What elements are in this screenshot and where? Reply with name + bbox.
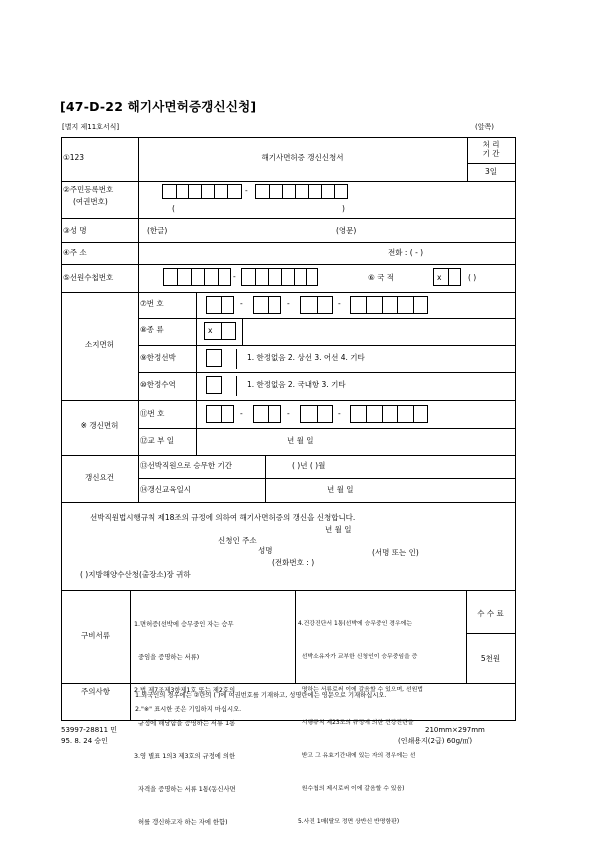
divider bbox=[138, 181, 139, 218]
rrn-paren-close: ) bbox=[342, 204, 345, 213]
notes-label: 주의사항 bbox=[81, 687, 110, 696]
document-title: [47-D-22 해기사면허증갱신신청] bbox=[60, 99, 257, 114]
requirements-group: 갱신요건 bbox=[85, 473, 114, 482]
dash: - bbox=[287, 299, 290, 308]
license-number-box-2[interactable] bbox=[253, 296, 281, 314]
applicant-name-label: 성명 bbox=[258, 546, 273, 555]
row-line bbox=[61, 455, 516, 456]
divider bbox=[138, 218, 139, 242]
form-number: [별지 제11호서식] bbox=[62, 123, 120, 131]
renew-number-label: ⑪번 호 bbox=[140, 409, 165, 418]
service-period-label: ⑬선박직원으로 승무한 기간 bbox=[140, 461, 232, 470]
divider bbox=[138, 264, 139, 292]
document-item: 선박소유자가 교부한 신청인이 승무중임을 증 bbox=[298, 654, 418, 660]
nationality-mark: x bbox=[437, 273, 442, 282]
limit-area-label: ⑩한정수역 bbox=[140, 380, 176, 389]
divider bbox=[295, 590, 296, 683]
rrn-front-box[interactable] bbox=[162, 184, 242, 199]
page-side: (앞쪽) bbox=[475, 123, 494, 131]
row-line bbox=[138, 345, 516, 346]
nationality-paren: ( ) bbox=[468, 273, 477, 282]
row-line bbox=[61, 400, 516, 401]
rrn-label: ②주민등록번호 bbox=[63, 185, 114, 194]
row-line bbox=[138, 372, 516, 373]
row-line bbox=[138, 428, 516, 429]
limit-ship-box[interactable] bbox=[206, 349, 222, 367]
processing-value: 3일 bbox=[484, 167, 498, 176]
row-line bbox=[138, 318, 516, 319]
document-item: 1.면허증(선박에 승무중인 자는 승무 bbox=[134, 621, 234, 628]
rrn-paren-open: ( bbox=[172, 204, 175, 213]
license-type-mark: x bbox=[208, 326, 213, 335]
rrn-back-box[interactable] bbox=[255, 184, 348, 199]
license-number-box-4[interactable] bbox=[350, 296, 428, 314]
license-owned-group: 소지면허 bbox=[85, 340, 114, 349]
seaman-book-back-box[interactable] bbox=[241, 268, 318, 286]
applicant-address-label: 신청인 주소 bbox=[218, 536, 257, 545]
issue-date-field[interactable]: 년 월 일 bbox=[287, 436, 314, 445]
row-line bbox=[61, 502, 516, 503]
divider bbox=[242, 318, 243, 345]
seaman-dash: - bbox=[233, 272, 236, 281]
name-label: ③성 명 bbox=[63, 226, 87, 235]
footer-paper-size: 210mm×297mm bbox=[425, 726, 485, 734]
document-item: 중임을 증명하는 서류) bbox=[134, 654, 200, 661]
renew-number-box-2[interactable] bbox=[253, 405, 281, 423]
applicant-phone[interactable]: (전화번호 : ) bbox=[272, 558, 315, 567]
form-code: ①123 bbox=[63, 153, 85, 162]
divider bbox=[236, 376, 237, 396]
rrn-dash: - bbox=[245, 186, 248, 195]
nationality-label: ⑥ 국 적 bbox=[368, 273, 394, 282]
fee-label: 수 수 료 bbox=[477, 609, 504, 618]
dash: - bbox=[338, 299, 341, 308]
dash: - bbox=[240, 409, 243, 418]
signature-field[interactable]: (서명 또는 인) bbox=[372, 548, 419, 557]
documents-right-list bbox=[298, 597, 423, 839]
seaman-book-front-box[interactable] bbox=[163, 268, 231, 286]
row-line bbox=[466, 633, 516, 634]
divider bbox=[236, 349, 237, 369]
document-item: 자격을 증명하는 서류 1통(동신사면 bbox=[134, 786, 236, 793]
row-line bbox=[61, 218, 516, 219]
declaration-text: 선박직원법시행규칙 제18조의 규정에 의하여 해기사면허증의 갱신을 신청합니다. bbox=[90, 513, 356, 522]
row-line bbox=[61, 181, 516, 182]
renew-edu-label: ⑭갱신교육일시 bbox=[140, 485, 191, 494]
documents-label: 구비서류 bbox=[81, 631, 110, 640]
limit-ship-label: ⑨한정선박 bbox=[140, 353, 176, 362]
row-line bbox=[61, 292, 516, 293]
footer-paper-spec: (인쇄용지(2급) 60g/㎡) bbox=[398, 737, 473, 745]
divider bbox=[466, 590, 467, 683]
renew-edu-field[interactable]: 년 월 일 bbox=[327, 485, 354, 494]
form-doc-title: 해기사면허증 갱신신청서 bbox=[261, 153, 344, 162]
document-item: 받고 그 유효기간내에 있는 자의 경우에는 선 bbox=[298, 753, 416, 759]
issue-date-label: ⑫교 부 일 bbox=[140, 436, 175, 445]
frame-top bbox=[61, 137, 516, 138]
license-number-label: ⑦번 호 bbox=[140, 299, 164, 308]
divider bbox=[138, 242, 139, 264]
declaration-date[interactable]: 년 월 일 bbox=[325, 525, 352, 534]
license-number-box-3[interactable] bbox=[300, 296, 333, 314]
addressee: ( )지방해양수산청(출장소)장 귀하 bbox=[80, 570, 191, 579]
documents-left-list bbox=[134, 597, 236, 839]
row-line bbox=[138, 478, 516, 479]
service-period-field[interactable]: ( )년 ( )월 bbox=[292, 461, 326, 470]
processing-label: 처 리 기 간 bbox=[482, 140, 500, 159]
fee-value: 5천원 bbox=[480, 654, 501, 663]
frame-bottom bbox=[61, 720, 516, 721]
document-item: 5.사진 1매(탈모 정면 상반신 반명함판) bbox=[298, 819, 400, 825]
seaman-book-label: ⑤선원수첩번호 bbox=[63, 273, 114, 282]
limit-area-box[interactable] bbox=[206, 376, 222, 394]
divider bbox=[467, 163, 515, 164]
footer-form-code: 53997-28811 민 bbox=[61, 726, 118, 734]
document-item: 4.건강진단서 1통(선박에 승무중인 경우에는 bbox=[298, 621, 413, 627]
phone-field[interactable]: 전화 : ( - ) bbox=[388, 248, 424, 257]
document-item: 3.영 별표 1의3 제3호의 규정에 의한 bbox=[134, 753, 236, 760]
dash: - bbox=[240, 299, 243, 308]
document-item: 허를 갱신하고자 하는 자에 한함) bbox=[134, 819, 228, 826]
license-type-label: ⑧종 류 bbox=[140, 325, 164, 334]
row-line bbox=[61, 264, 516, 265]
document-item: 2.법 제7조제3항제1호 또는 제2호의 bbox=[134, 687, 236, 694]
renew-number-box-3[interactable] bbox=[300, 405, 333, 423]
dash: - bbox=[338, 409, 341, 418]
name-english-field[interactable]: (영문) bbox=[336, 226, 357, 235]
document-item: 원수첩의 제시로써 이에 갈음할 수 있음) bbox=[298, 786, 405, 792]
limit-ship-options: 1. 한정없음 2. 상선 3. 어선 4. 기타 bbox=[247, 353, 365, 362]
renew-number-box-1[interactable] bbox=[206, 405, 234, 423]
address-label: ④주 소 bbox=[63, 248, 87, 257]
limit-area-options: 1. 한정없음 2. 국내항 3. 기타 bbox=[247, 380, 346, 389]
document-item: 명하는 서류로써 이에 갈음할 수 있으며, 선원법 bbox=[298, 687, 423, 693]
divider bbox=[130, 683, 131, 720]
license-number-box-1[interactable] bbox=[206, 296, 234, 314]
rrn-sublabel: (여권번호) bbox=[73, 197, 108, 206]
divider bbox=[130, 590, 131, 683]
divider bbox=[138, 292, 139, 400]
document-item: 시행규칙 제23조의 규정에 의한 건강진단을 bbox=[298, 720, 414, 726]
name-korean-field[interactable]: (한글) bbox=[147, 226, 168, 235]
footer-approval: 95. 8. 24 승인 bbox=[61, 737, 108, 745]
row-line bbox=[61, 242, 516, 243]
divider bbox=[196, 292, 197, 400]
dash: - bbox=[287, 409, 290, 418]
divider bbox=[138, 137, 139, 181]
document-item: 규정에 해당함을 증명하는 서류 1통 bbox=[134, 720, 236, 727]
renew-number-box-4[interactable] bbox=[350, 405, 428, 423]
note-item-2: 2."※" 표시한 곳은 기입하지 마십시오. bbox=[135, 706, 242, 713]
license-renew-group: ※ 갱신면허 bbox=[80, 421, 119, 430]
note-item-1: 1.외국인의 경우에는 ②란의 ( )에 여권번호를 기재하고, 성명란에는 영문으로 기재하십시오. bbox=[135, 692, 387, 699]
